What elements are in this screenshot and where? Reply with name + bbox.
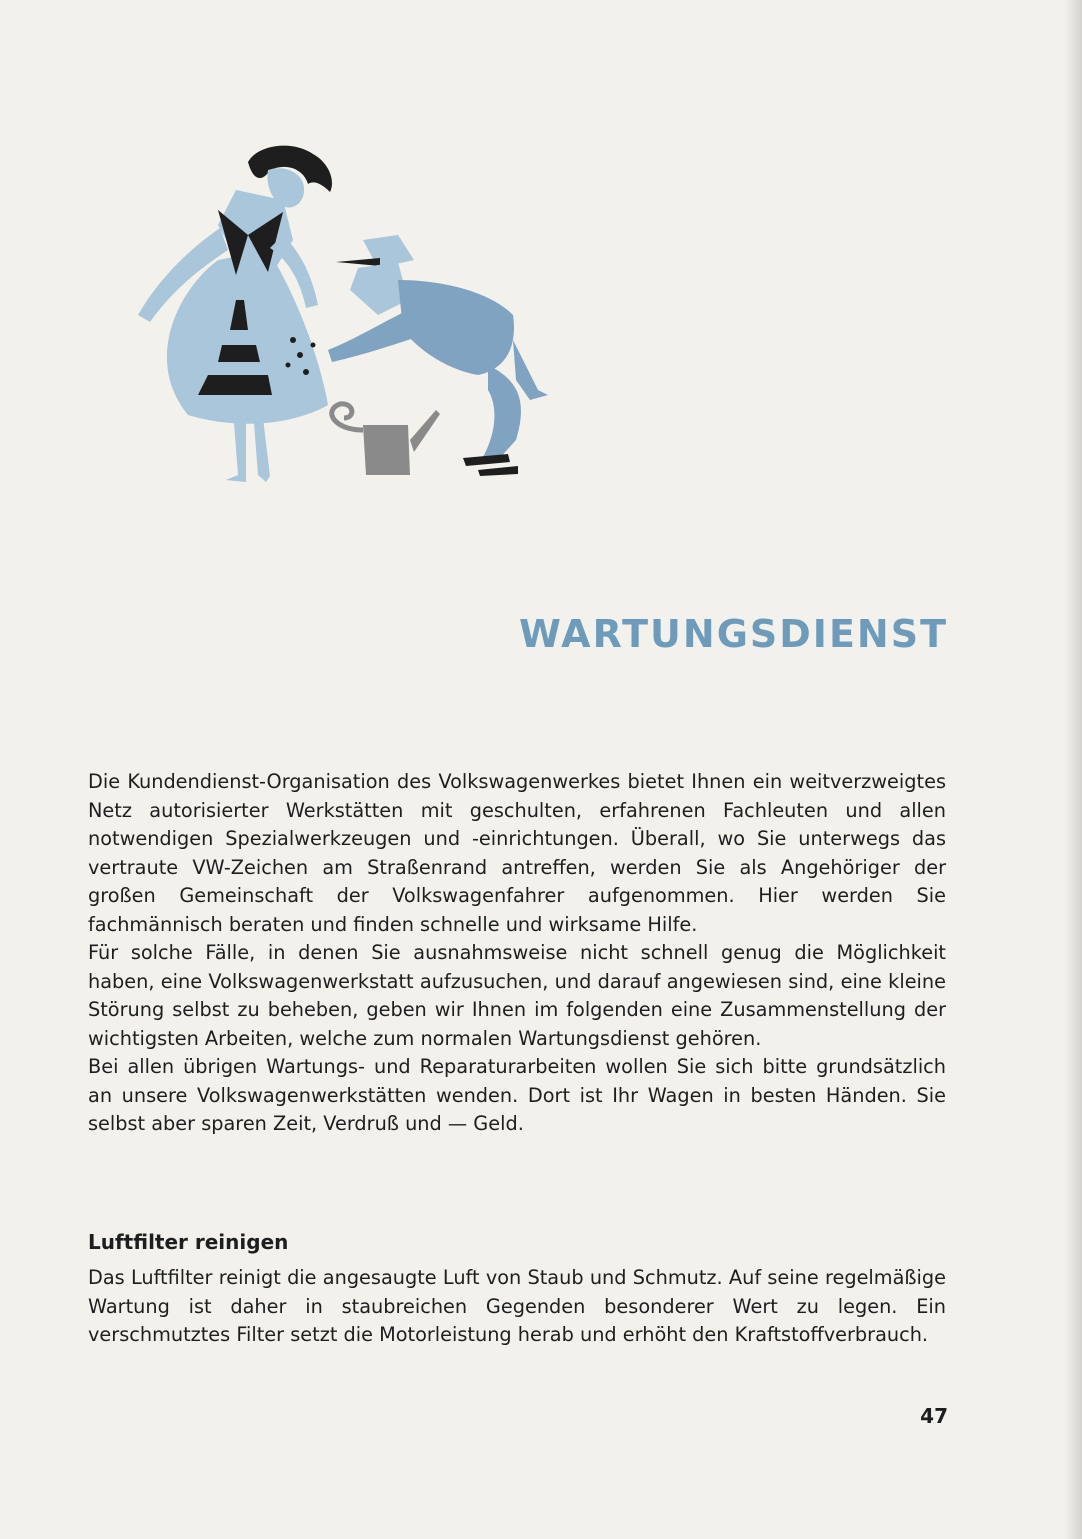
section-text: Das Luftfilter reinigt die angesaugte Luft von Staub und Schmutz. Auf seine regelmäßige Wartung ist daher in staubreichen Gegenden besonderer Wert zu legen. Ein verschmutztes Filter setzt die Motorleistung herab und erhöht den Kraftstoffverbrauch. [88, 1266, 946, 1346]
page-edge-shadow [1064, 0, 1082, 1539]
section-heading: Luftfilter reinigen [88, 1230, 289, 1254]
watering-can-handle [332, 404, 363, 430]
man-cap-visor [336, 258, 380, 266]
man-arm [328, 310, 423, 362]
page-title: WARTUNGSDIENST [518, 612, 948, 656]
man-shoes [463, 454, 518, 476]
service-illustration [118, 140, 568, 490]
intro-text [88, 768, 946, 1139]
paragraph: Die Kundendienst-Organisation des Volkswagenwerkes bietet Ihnen ein weitverzweigtes Netz autorisierter Werkstätten mit geschulten, erfahrenen Fachleuten und allen notwendigen Spezialwerkzeugen und -einrichtungen. Überall, wo Sie unterwegs das vertraute VW-Zeichen am Straßenrand antreffen, werden Sie als Angehöriger der großen Gemeinschaft der Volkswagenfahrer aufgenommen. Hier werden Sie fachmännisch beraten und finden schnelle und wirksame Hilfe. [88, 770, 946, 936]
watering-can-icon [363, 410, 440, 475]
paragraph: Für solche Fälle, in denen Sie ausnahmsweise nicht schnell genug die Möglichkeit haben, eine Volkswagenwerkstatt aufzusuchen, und darauf angewiesen sind, eine kleine Störung selbst zu beheben, geben wir Ihnen im folgenden eine Zusammenstellung der wichtigsten Arbeiten, welche zum normalen Wartungsdienst gehören. [88, 941, 946, 1050]
page-number: 47 [920, 1404, 948, 1428]
paragraph: Bei allen übrigen Wartungs- und Reparaturarbeiten wollen Sie sich bitte grundsätzlich an unsere Volkswagenwerkstätten wenden. Dort ist Ihr Wagen in besten Händen. Sie selbst aber sparen Zeit, Verdruß und — Geld. [88, 1055, 946, 1135]
